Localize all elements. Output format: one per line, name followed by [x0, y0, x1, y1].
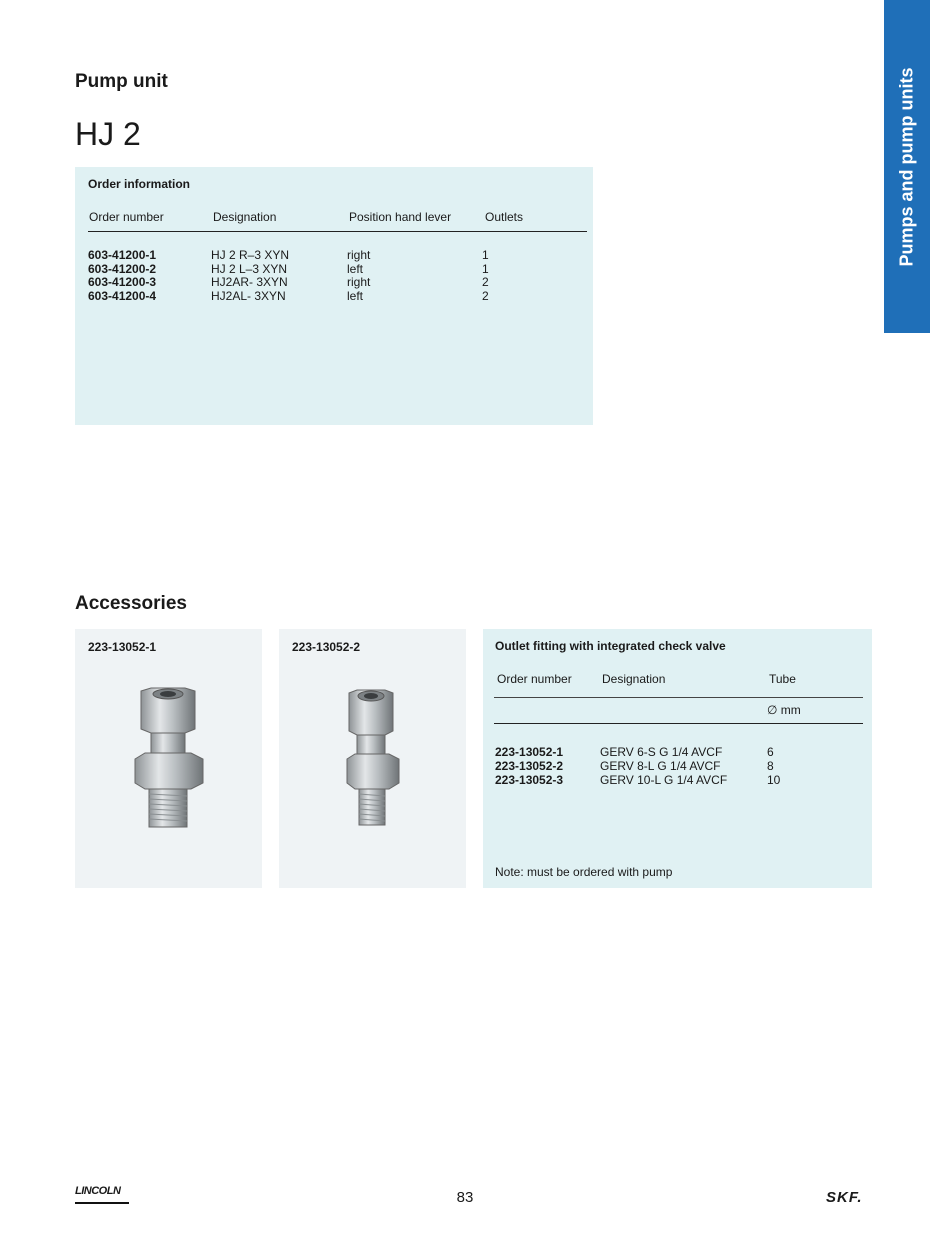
header-rule [494, 697, 863, 698]
tube: 8 [767, 759, 774, 773]
fitting-image [279, 679, 466, 839]
header-rule [88, 231, 587, 232]
outlet-fitting-title: Outlet fitting with integrated check valve [495, 639, 726, 653]
outlets: 1 [482, 261, 489, 276]
order-info-panel [75, 167, 593, 425]
designation: GERV 6-S G 1/4 AVCF [600, 745, 723, 759]
order-number: 603-41200-4 [88, 288, 157, 303]
order-number: 603-41200-2 [88, 261, 157, 276]
order-number: 223-13052-3 [495, 773, 564, 787]
col-header-order-number: Order number [89, 210, 164, 224]
position: left [347, 261, 364, 276]
col-header-position: Position hand lever [349, 210, 452, 224]
designation: HJ2AR- 3XYN [211, 275, 288, 289]
col-header-outlets: Outlets [485, 210, 524, 224]
fitting-image [75, 679, 262, 839]
col-header-designation: Designation [213, 210, 277, 224]
side-tab [884, 0, 930, 333]
col-header-order-number: Order number [497, 672, 572, 686]
order-number: 223-13052-1 [495, 745, 564, 759]
outlets: 2 [482, 275, 489, 289]
skf-logo: SKF. [826, 1189, 863, 1206]
outlet-fitting-panel [483, 629, 872, 888]
order-number: 603-41200-1 [88, 248, 157, 262]
position: left [347, 288, 364, 303]
designation: GERV 10-L G 1/4 AVCF [600, 773, 728, 787]
accessory-code: 223-13052-2 [292, 640, 361, 654]
accessory-card [279, 629, 466, 888]
product-title: HJ 2 [75, 116, 141, 152]
page-number: 83 [456, 1189, 474, 1206]
col-subheader-tube-unit: ∅ mm [767, 703, 801, 717]
accessory-card [75, 629, 262, 888]
designation: HJ 2 R–3 XYN [211, 248, 290, 262]
outlets: 2 [482, 288, 489, 303]
position: right [347, 275, 371, 289]
tube: 10 [767, 773, 781, 787]
order-number: 603-41200-3 [88, 275, 157, 289]
order-number: 223-13052-2 [495, 759, 564, 773]
order-note: Note: must be ordered with pump [495, 865, 673, 879]
col-header-designation: Designation [602, 672, 666, 686]
subheader-rule [494, 723, 863, 724]
designation: HJ 2 L–3 XYN [211, 261, 288, 276]
accessories-heading: Accessories [75, 593, 187, 614]
designation: HJ2AL- 3XYN [211, 288, 286, 303]
outlets: 1 [482, 248, 489, 262]
tube: 6 [767, 745, 774, 759]
side-tab-label: Pumps and pump units [896, 66, 917, 267]
lincoln-logo: LINCOLN [75, 1185, 129, 1204]
order-info-title: Order information [88, 177, 191, 191]
section-label: Pump unit [75, 71, 168, 92]
position: right [347, 248, 371, 262]
col-header-tube: Tube [769, 672, 796, 686]
designation: GERV 8-L G 1/4 AVCF [600, 759, 721, 773]
accessory-code: 223-13052-1 [88, 640, 157, 654]
